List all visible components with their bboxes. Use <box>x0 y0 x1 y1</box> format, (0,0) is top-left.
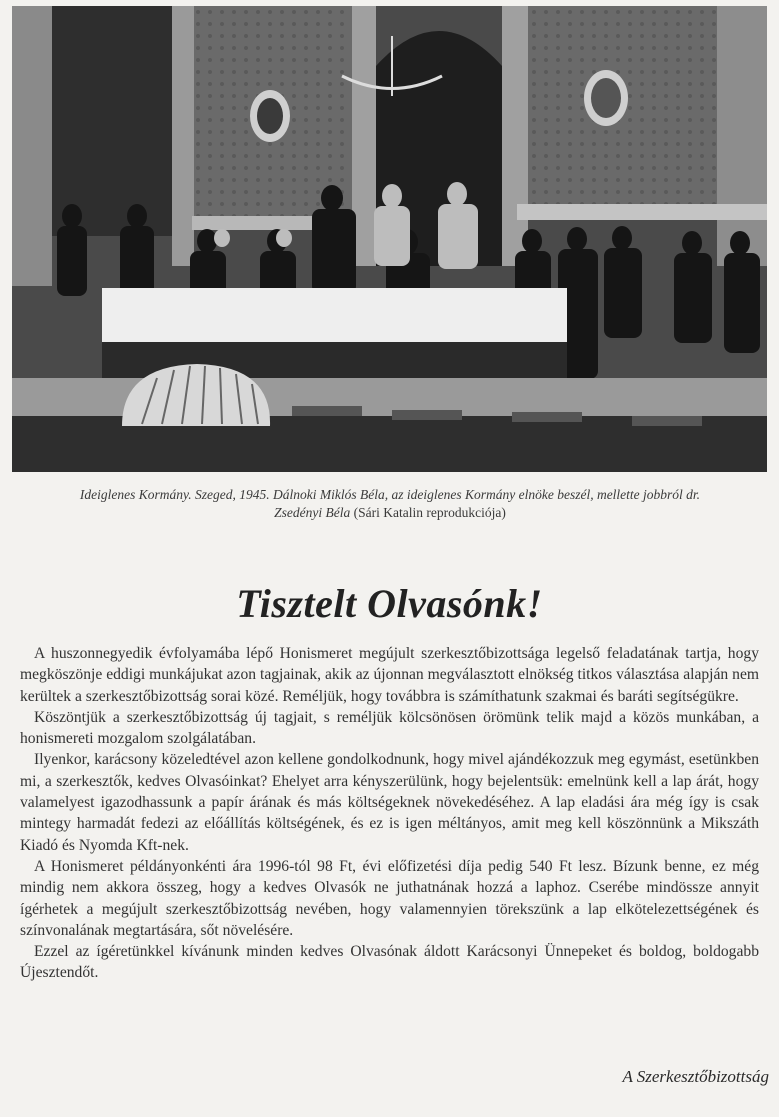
paragraph: A Honismeret példányonkénti ára 1996-tól 98 Ft, évi előfizetési díja pedig 540 Ft lesz. Bízunk benne, ez még mindig nem akkora összeg, hogy a kedves Olvasók ne juthatnának hozzá a laphoz. Cserébe mindössze annyit ígérhetek a megújult szerkesztőbizottság nevében, hogy valamennyien törekszünk a lap elkötelezettségének és színvonalának megtartására, sőt növelésére. <box>20 857 759 939</box>
paragraph: A huszonnegyedik évfolyamába lépő Honismeret megújult szerkesztőbizottsága legelső feladatának tartja, hogy megköszönje eddigi munkájukat azon tagjainak, akik az újonnan megválasztott elnökség titkos választása alapján nem kerültek a szerkesztőbizottság sorai közé. Reméljük, hogy továbbra is számíthatunk szakmai és baráti segítségükre. <box>20 645 759 705</box>
paragraph: Ezzel az ígéretünkkel kívánunk minden kedves Olvasónak áldott Karácsonyi Ünnepeket és boldog, boldogabb Újesztendőt. <box>20 943 759 982</box>
letter-body <box>20 643 759 984</box>
caption-text: Ideiglenes Kormány. Szeged, 1945. Dálnoki Miklós Béla, az ideiglenes Kormány elnöke beszél, mellette jobbról dr. Zsedényi Béla <box>79 487 701 520</box>
paragraph: Köszöntjük a szerkesztőbizottság új tagjait, s reméljük kölcsönösen örömünk telik majd a közös munkában, a honismereti mozgalom szolgálatában. <box>20 708 759 748</box>
photo-caption <box>60 486 720 522</box>
historical-photo <box>12 6 767 472</box>
photo-illustration <box>12 6 767 472</box>
page-title: Tisztelt Olvasónk! <box>236 581 543 626</box>
caption-credit: (Sári Katalin reprodukciója) <box>353 505 506 520</box>
paragraph: Ilyenkor, karácsony közeledtével azon kellene gondolkodnunk, hogy mivel ajándékozzuk meg egymást, esetünkben mi, a szerkesztők, kedves Olvasóinkat? Ehelyet arra kényszerülünk, hogy bejelentsük: emelnünk kell a lap árát, hogy valamelyest igazodhassunk a papír árának és más költségeknek növekedéséhez. A lap eladási ára még így is csak mintegy harmadát fedezi az előállítás költségének, és ez is igen méltányos, amit meg kell köszönnünk a Mikszáth Kiadó és Nyomda Kft-nek. <box>20 751 759 854</box>
signature: A Szerkesztőbizottság <box>622 1067 769 1086</box>
